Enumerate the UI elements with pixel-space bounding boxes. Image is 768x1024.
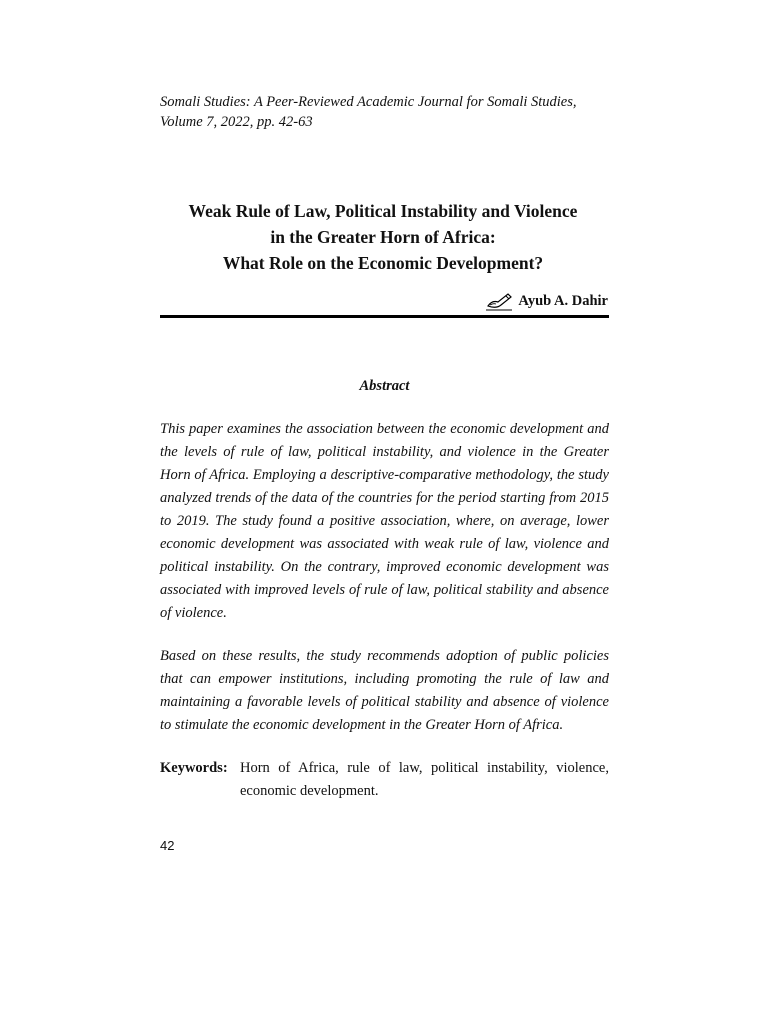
journal-volume: Volume 7, 2022, pp. 42-63 [160, 114, 313, 130]
title-line-1: Weak Rule of Law, Political Instability and Violence [188, 201, 578, 221]
author-name: Ayub A. Dahir [518, 292, 608, 309]
abstract-paragraph-1: This paper examines the association between the economic development and the levels of rule of law, political instability, and violence in the Greater Horn of Africa. Employing a descriptive-comparative methodology, the study analyzed trends of the data of the countries for the period starting from 2015 to 2019. The study found a positive association, where, on average, lower economic development was associated with weak rule of law, violence and political instability. On the contrary, improved economic development was associated with improved levels of rule of law, political stability and absence of violence. [160, 421, 609, 621]
author-row [484, 290, 608, 312]
writing-hand-icon [484, 290, 514, 312]
keywords-block [160, 757, 609, 803]
title-line-3: What Role on the Economic Development? [222, 253, 544, 273]
page-number: 42 [160, 838, 175, 853]
keywords-label: Keywords: [160, 760, 228, 776]
title-divider [160, 315, 609, 318]
keywords-text: Horn of Africa, rule of law, political instability, violence, economic development. [240, 760, 609, 799]
journal-name: Somali Studies: A Peer-Reviewed Academic Journal for Somali Studies, [160, 94, 577, 110]
journal-header [160, 92, 620, 132]
title-line-2: in the Greater Horn of Africa: [270, 227, 496, 247]
abstract-paragraph-2: Based on these results, the study recommends adoption of public policies that can empower institutions, including promoting the rule of law and maintaining a favorable levels of political stability and absence of violence to stimulate the economic development in the Greater Horn of Africa. [160, 648, 609, 733]
paper-title [150, 198, 616, 276]
abstract-heading: Abstract [359, 378, 410, 394]
